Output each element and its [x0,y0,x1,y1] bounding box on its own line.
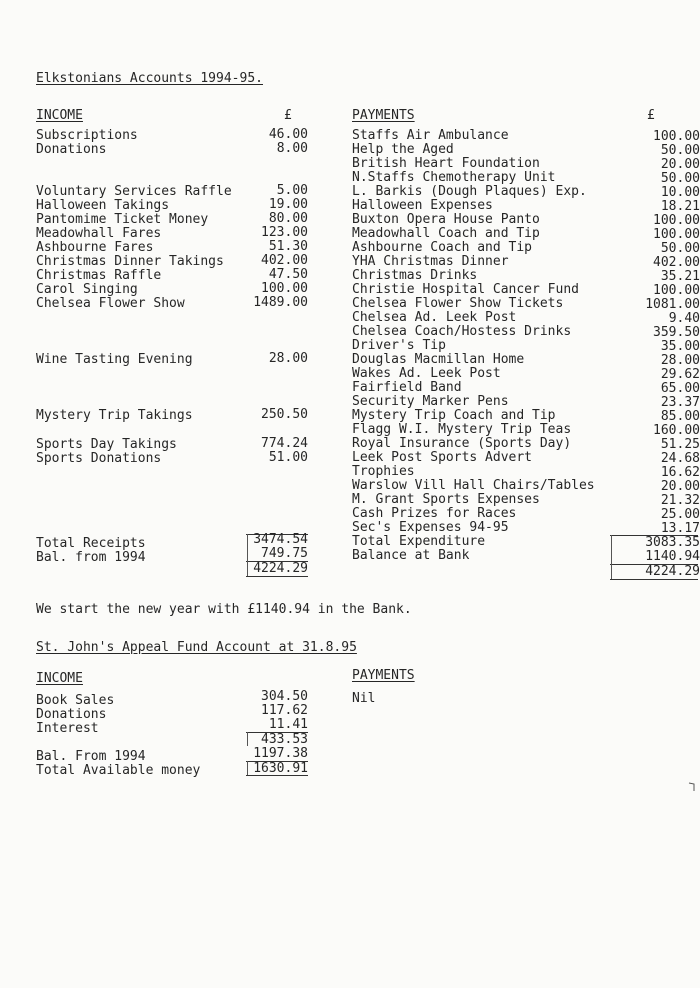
payment-item-label: Security Marker Pens [352,394,509,409]
income-item-amount: 51.30 [268,239,308,254]
income-item-amount: 774.24 [261,436,308,451]
payment-item-label: Douglas Macmillan Home [352,352,525,367]
payment-item-amount: 1081.00 [645,297,700,312]
payment-item-amount: 35.21 [660,269,700,284]
payment-item-amount: 100.00 [653,227,700,242]
income-grand-total-rule [246,576,308,577]
income-grand-total: 4224.29 [253,561,308,576]
income-item-amount: 402.00 [261,253,308,268]
income-item-amount: 51.00 [268,450,308,465]
payment-item-label: Christie Hospital Cancer Fund [352,282,579,297]
payment-item-amount: 160.00 [653,423,700,438]
payment-item-label: Cash Prizes for Races [352,506,517,521]
payment-item-label: Ashbourne Coach and Tip [352,240,533,255]
income-item-label: Ashbourne Fares [36,240,154,255]
payment-item-amount: 23.37 [660,395,700,410]
payments-heading: PAYMENTS [352,108,415,123]
income-item-label: Sports Day Takings [36,437,177,452]
appeal-payments-nil: Nil [352,691,376,706]
payment-item-label: Wakes Ad. Leek Post [352,366,501,381]
total-expenditure-amount: 3083.35 [645,535,700,550]
income-item-label: Wine Tasting Evening [36,352,193,367]
balance-at-bank-amount: 1140.94 [645,549,700,564]
payments-currency-symbol: £ [647,108,655,123]
income-item-label: Mystery Trip Takings [36,408,193,423]
payment-item-amount: 18.21 [660,199,700,214]
income-item-amount: 28.00 [268,351,308,366]
payment-item-amount: 100.00 [653,129,700,144]
payment-item-amount: 29.62 [660,367,700,382]
appeal-total-label: Total Available money [36,763,201,778]
appeal-bal-label: Bal. From 1994 [36,749,146,764]
income-item-label: Meadowhall Fares [36,226,162,241]
payment-item-amount: 10.00 [660,185,700,200]
appeal-item-label: Book Sales [36,693,115,708]
income-item-amount: 123.00 [261,225,308,240]
payments-grand-total-rule [610,579,698,580]
payment-item-amount: 24.68 [660,451,700,466]
payment-item-amount: 85.00 [660,409,700,424]
margin-mark-icon [688,782,696,792]
payment-item-label: M. Grant Sports Expenses [352,492,540,507]
payment-item-label: Flagg W.I. Mystery Trip Teas [352,422,572,437]
payment-item-label: Help the Aged [352,142,454,157]
income-item-amount: 5.00 [276,183,308,198]
income-item-label: Halloween Takings [36,198,170,213]
appeal-subtotal: 433.53 [261,732,308,747]
income-item-amount: 250.50 [261,407,308,422]
payment-item-amount: 25.00 [660,507,700,522]
payment-item-label: Royal Insurance (Sports Day) [352,436,572,451]
appeal-item-amount: 11.41 [268,717,308,732]
income-item-amount: 46.00 [268,127,308,142]
appeal-item-label: Interest [36,721,99,736]
payment-item-label: Mystery Trip Coach and Tip [352,408,556,423]
income-item-label: Subscriptions [36,128,138,143]
payment-item-amount: 50.00 [660,241,700,256]
income-bracket-mark [247,534,248,576]
payment-item-label: Staffs Air Ambulance [352,128,509,143]
appeal-total-bracket-mark [247,761,248,775]
payment-item-label: Meadowhall Coach and Tip [352,226,540,241]
new-year-statement: We start the new year with £1140.94 in the Bank. [36,602,412,617]
income-item-label: Sports Donations [36,451,162,466]
income-item-amount: 80.00 [268,211,308,226]
income-item-label: Pantomime Ticket Money [36,212,209,227]
payment-item-amount: 100.00 [653,213,700,228]
payment-item-label: Sec's Expenses 94-95 [352,520,509,535]
payment-item-amount: 100.00 [653,283,700,298]
appeal-item-label: Donations [36,707,107,722]
document-title: Elkstonians Accounts 1994-95. [36,71,263,86]
income-item-label: Carol Singing [36,282,138,297]
income-item-amount: 8.00 [276,141,308,156]
payment-item-amount: 28.00 [660,353,700,368]
appeal-bal-amount: 1197.38 [253,746,308,761]
payment-item-amount: 359.50 [653,325,700,340]
income-item-label: Chelsea Flower Show [36,296,185,311]
income-item-label: Donations [36,142,107,157]
payment-item-label: YHA Christmas Dinner [352,254,509,269]
total-receipts-label: Total Receipts [36,536,146,551]
total-receipts-amount: 3474.54 [253,532,308,547]
appeal-total-rule [246,775,308,776]
payment-item-label: Warslow Vill Hall Chairs/Tables [352,478,595,493]
payment-item-label: British Heart Foundation [352,156,540,171]
total-expenditure-label: Total Expenditure [352,534,486,549]
payment-item-label: Driver's Tip [352,338,446,353]
payment-item-label: N.Staffs Chemotherapy Unit [352,170,556,185]
payment-item-amount: 13.17 [660,521,700,536]
income-currency-symbol: £ [284,108,292,123]
appeal-fund-title: St. John's Appeal Fund Account at 31.8.95 [36,640,357,655]
payment-item-amount: 20.00 [660,157,700,172]
payment-item-amount: 20.00 [660,479,700,494]
payment-item-label: L. Barkis (Dough Plaques) Exp. [352,184,587,199]
payment-item-amount: 50.00 [660,143,700,158]
payment-item-amount: 9.40 [668,311,700,326]
payment-item-amount: 21.32 [660,493,700,508]
payment-item-label: Christmas Drinks [352,268,478,283]
income-item-label: Christmas Raffle [36,268,162,283]
payment-item-amount: 16.62 [660,465,700,480]
payment-item-label: Chelsea Flower Show Tickets [352,296,564,311]
income-item-label: Voluntary Services Raffle [36,184,232,199]
payment-item-label: Fairfield Band [352,380,462,395]
payment-item-label: Chelsea Ad. Leek Post [352,310,517,325]
income-item-amount: 100.00 [261,281,308,296]
appeal-item-amount: 304.50 [261,689,308,704]
income-item-label: Christmas Dinner Takings [36,254,224,269]
payment-item-label: Buxton Opera House Panto [352,212,540,227]
income-heading: INCOME [36,108,83,123]
payments-grand-total: 4224.29 [645,564,700,579]
appeal-item-amount: 117.62 [261,703,308,718]
payments-bracket-mark [611,535,612,579]
balance-at-bank-label: Balance at Bank [352,548,470,563]
income-item-amount: 47.50 [268,267,308,282]
payment-item-amount: 35.00 [660,339,700,354]
appeal-payments-heading: PAYMENTS [352,668,415,683]
bal-from-1994-amount: 749.75 [261,546,308,561]
payment-item-amount: 65.00 [660,381,700,396]
payment-item-amount: 50.00 [660,171,700,186]
payment-item-amount: 51.25 [660,437,700,452]
payment-item-label: Leek Post Sports Advert [352,450,533,465]
income-item-amount: 1489.00 [253,295,308,310]
appeal-total-amount: 1630.91 [253,761,308,776]
bal-from-1994-label: Bal. from 1994 [36,550,146,565]
payment-item-label: Halloween Expenses [352,198,493,213]
appeal-bracket-mark [247,732,248,746]
income-item-amount: 19.00 [268,197,308,212]
payment-item-label: Trophies [352,464,415,479]
payment-item-label: Chelsea Coach/Hostess Drinks [352,324,572,339]
payment-item-amount: 402.00 [653,255,700,270]
appeal-income-heading: INCOME [36,671,83,686]
